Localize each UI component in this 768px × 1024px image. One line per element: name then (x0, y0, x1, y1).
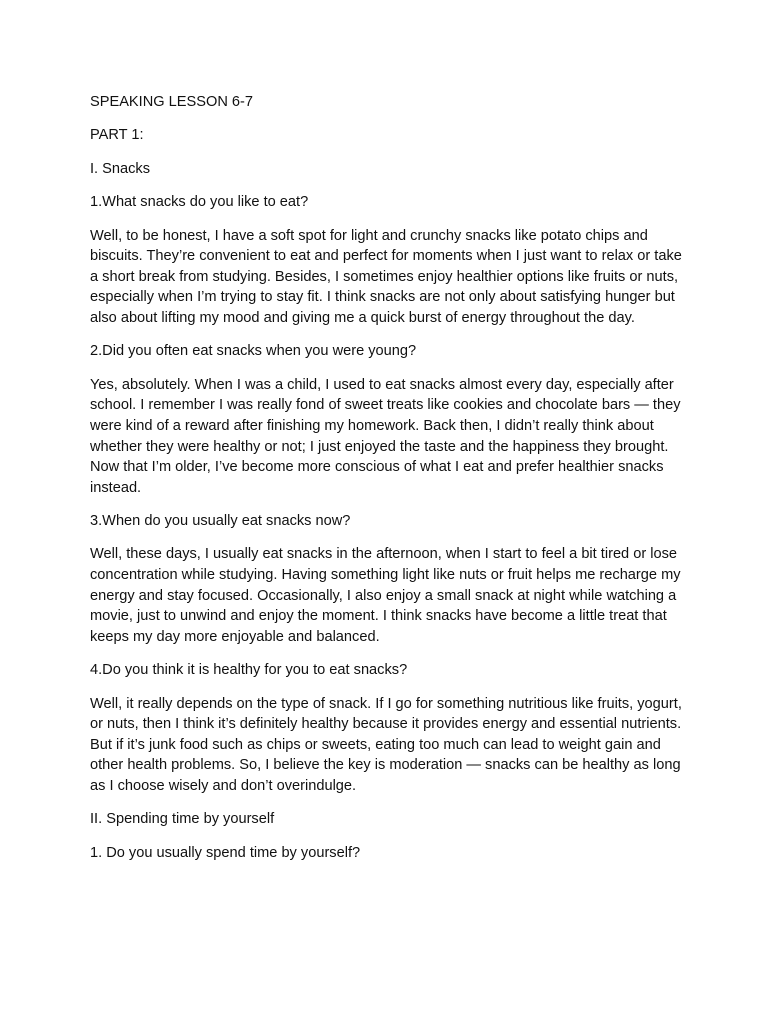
part-label: PART 1: (90, 127, 144, 144)
document-page (90, 92, 682, 876)
question-3: 3.When do you usually eat snacks now? (90, 513, 351, 530)
question-spending-time-1: 1. Do you usually spend time by yourself? (90, 844, 361, 861)
document-title: SPEAKING LESSON 6-7 (90, 94, 254, 110)
question-2: 2.Did you often eat snacks when you were young? (90, 343, 417, 360)
section-heading-snacks: I. Snacks (90, 160, 151, 177)
question-4: 4.Do you think it is healthy for you to eat snacks? (90, 662, 408, 679)
answer-4: Well, it really depends on the type of snack. If I go for something nutritious like fruits, yogurt, or nuts, then I think it’s definitely healthy because it provides energy and essential nutrients. But if it’s junk food such as chips or sweets, eating too much can lead to weight gain and other health problems. So, I believe the key is moderation — snacks can be healthy as long as I choose wisely and don’t overindulge. (90, 695, 682, 794)
question-1: 1.What snacks do you like to eat? (90, 194, 309, 211)
section-heading-spending-time: II. Spending time by yourself (90, 811, 275, 828)
answer-1: Well, to be honest, I have a soft spot for light and crunchy snacks like potato chips and biscuits. They’re convenient to eat and perfect for moments when I just want to relax or take a short break from studying. Besides, I sometimes enjoy healthier options like fruits or nuts, especially when I’m trying to stay fit. I think snacks are not only about satisfying hunger but also about lifting my mood and giving me a quick burst of energy throughout the day. (90, 227, 682, 326)
answer-3: Well, these days, I usually eat snacks in the afternoon, when I start to feel a bit tired or lose concentration while studying. Having something light like nuts or fruit helps me recharge my energy and stay focused. Occasionally, I also enjoy a small snack at night while watching a movie, just to unwind and enjoy the moment. I think snacks have become a little treat that keeps my day more enjoyable and balanced. (90, 546, 681, 645)
answer-2: Yes, absolutely. When I was a child, I used to eat snacks almost every day, especially after school. I remember I was really fond of sweet treats like cookies and chocolate bars — they were kind of a reward after finishing my homework. Back then, I didn’t really think about whether they were healthy or not; I just enjoyed the taste and the happiness they brought. Now that I’m older, I’ve become more conscious of what I eat and prefer healthier snacks instead. (90, 376, 681, 496)
